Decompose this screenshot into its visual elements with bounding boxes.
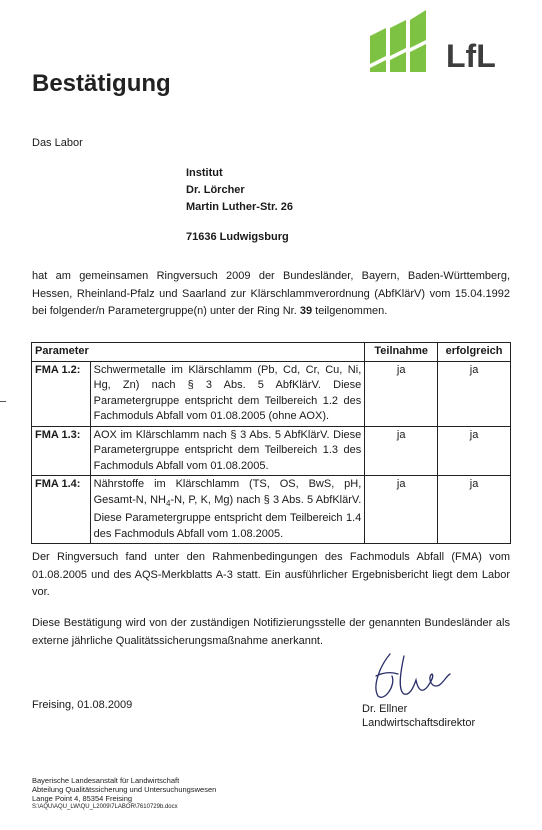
table-row — [32, 361, 511, 426]
logo-text: LfL — [446, 38, 496, 74]
row-description: Nährstoffe im Klärschlamm (TS, OS, BwS, pH, Gesamt-N, $NH_4-N$, P, K, Mg) nach § 3 Abs. 5 AbfKlärV. Diese Parametergruppe entspricht dem Teilbereich 1.4 des Fachmoduls Abfall vom 1.08.2005. — [90, 476, 365, 544]
row-code: FMA 1.3: — [32, 426, 91, 476]
margin-mark — [0, 401, 6, 402]
address-line-3: Martin Luther-Str. 26 — [186, 201, 293, 213]
recognition-paragraph: Diese Bestätigung wird von der zuständigen Notifizierungsstelle der genannten Bundesländer als externe jährliche Qualitätssicherungsmaßnahme anerkannt. — [32, 617, 510, 647]
address-line-4: 71636 Ludwigsburg — [186, 231, 289, 243]
signature-icon — [370, 646, 460, 704]
row-teilnahme: ja — [365, 476, 438, 544]
table-header-row — [32, 343, 511, 362]
row-description: Schwermetalle im Klärschlamm (Pb, Cd, Cr, Cu, Ni, Hg, Zn) nach § 3 Abs. 5 AbfKlärV. Diese Parametergruppe entspricht dem Teilbereich 1.2 des Fachmoduls Abfall vom 01.08.2005 (ohne AOX). — [90, 361, 365, 426]
header-parameter: Parameter — [32, 343, 365, 362]
table-row — [32, 476, 511, 544]
row-erfolgreich: ja — [438, 476, 511, 544]
participation-paragraph: hat am gemeinsamen Ringversuch 2009 der Bundesländer, Bayern, Baden-Württemberg, Hessen, Rheinland-Pfalz und Saarland zur Klärschlammverordnung (AbfKlärV) vom 15.04.1992 bei folgender/n Parametergruppe(n) unter der Ring Nr. 39 teilgenommen. — [32, 270, 510, 317]
footer-file-path: S:\AQU\AQU_LW\QU_L2009\7LABOR\7610729b.docx — [32, 804, 178, 810]
row-erfolgreich: ja — [438, 426, 511, 476]
row-code: FMA 1.2: — [32, 361, 91, 426]
parameter-table — [31, 342, 511, 544]
row-description: AOX im Klärschlamm nach § 3 Abs. 5 AbfKlärV. Diese Parametergruppe entspricht dem Teilbereich 1.3 des Fachmoduls Abfall vom 01.08.2005. — [90, 426, 365, 476]
signer-title: Landwirtschaftsdirektor — [362, 717, 476, 729]
intro-text: Das Labor — [32, 137, 83, 149]
row-erfolgreich: ja — [438, 361, 511, 426]
table-row — [32, 426, 511, 476]
footer-line-3: Lange Point 4, 85354 Freising — [32, 794, 133, 803]
row-teilnahme: ja — [365, 361, 438, 426]
address-line-1: Institut — [186, 167, 223, 179]
page-title: Bestätigung — [32, 70, 171, 97]
header-teilnahme: Teilnahme — [365, 343, 438, 362]
signer-name: Dr. Ellner — [362, 703, 408, 715]
header-erfolgreich: erfolgreich — [438, 343, 511, 362]
ring-number: 39 — [299, 305, 313, 317]
row-teilnahme: ja — [365, 426, 438, 476]
footer-line-2: Abteilung Qualitätssicherung und Untersuchungswesen — [32, 785, 217, 794]
address-line-2: Dr. Lörcher — [186, 184, 245, 196]
row-code: FMA 1.4: — [32, 476, 91, 544]
ringversuch-paragraph: Der Ringversuch fand unter den Rahmenbedingungen des Fachmoduls Abfall (FMA) vom 01.08.2005 und des AQS-Merkblatts A-3 statt. Ein ausführlicher Ergebnisbericht liegt dem Labor vor. — [32, 551, 510, 598]
place-date: Freising, 01.08.2009 — [32, 699, 133, 711]
footer-line-1: Bayerische Landesanstalt für Landwirtschaft — [32, 776, 180, 785]
